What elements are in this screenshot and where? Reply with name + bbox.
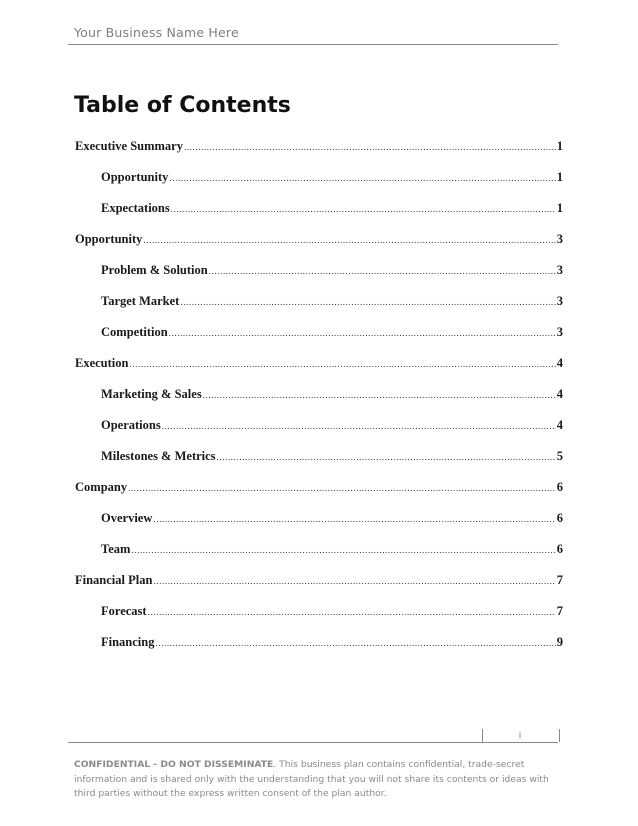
footer-divider [68, 742, 558, 743]
toc-entry-title: Financing [101, 635, 155, 649]
dot-leader [131, 545, 555, 555]
confidentiality-notice [74, 758, 564, 802]
toc-entry-title: Opportunity [101, 170, 169, 184]
toc-entry-title: Target Market [101, 294, 180, 308]
dot-leader [128, 483, 556, 493]
toc-entry-page: 6 [556, 542, 563, 556]
confidential-notice-text: . This business plan contains confidential, trade-secret information and is shared only with the understanding that you will not share its contents or ideas with third parties without the express written consent of the plan author. [74, 759, 549, 799]
toc-entry-title: Overview [101, 511, 153, 525]
toc-entry-title: Company [75, 480, 128, 494]
toc-entry-title: Team [101, 542, 131, 556]
toc-entry[interactable] [75, 573, 563, 604]
dot-leader [217, 452, 556, 462]
toc-entry-title: Operations [101, 418, 161, 432]
toc-entry[interactable] [75, 263, 563, 294]
toc-entry-page: 3 [556, 325, 563, 339]
toc-entry-page: 7 [556, 573, 563, 587]
toc-entry-page: 1 [556, 170, 563, 184]
toc-entry-page: 9 [556, 635, 563, 649]
page-number: i [518, 731, 522, 740]
header-divider [68, 44, 558, 45]
toc-entry[interactable] [75, 449, 563, 480]
toc-entry[interactable] [75, 294, 563, 325]
toc-entry-page: 3 [556, 263, 563, 277]
dot-leader [169, 173, 555, 183]
toc-entry[interactable] [75, 356, 563, 387]
toc-entry[interactable] [75, 542, 563, 573]
toc-entry-page: 6 [556, 480, 563, 494]
toc-entry-page: 1 [556, 139, 563, 153]
toc-entry[interactable] [75, 635, 563, 666]
toc-entry-page: 1 [556, 201, 563, 215]
toc-entry-title: Expectations [101, 201, 170, 215]
toc-entry-title: Execution [75, 356, 129, 370]
dot-leader [203, 390, 556, 400]
toc-entry[interactable] [75, 418, 563, 449]
toc-entry-page: 7 [556, 604, 563, 618]
toc-entry-title: Marketing & Sales [101, 387, 202, 401]
toc-entry-page: 4 [556, 356, 563, 370]
dot-leader [143, 235, 555, 245]
toc-entry-page: 6 [556, 511, 563, 525]
toc-entry[interactable] [75, 511, 563, 542]
dot-leader [171, 204, 556, 214]
toc-entry[interactable] [75, 325, 563, 356]
confidential-label: CONFIDENTIAL - DO NOT DISSEMINATE [74, 759, 274, 770]
dot-leader [180, 297, 555, 307]
toc-entry[interactable] [75, 604, 563, 635]
toc-entry-page: 5 [556, 449, 563, 463]
toc-entry-page: 3 [556, 232, 563, 246]
dot-leader [153, 514, 555, 524]
toc-entry[interactable] [75, 139, 563, 170]
toc-entry-title: Opportunity [75, 232, 143, 246]
dot-leader [169, 328, 556, 338]
toc-entry-title: Problem & Solution [101, 263, 208, 277]
toc-entry-page: 4 [556, 387, 563, 401]
toc-entry-title: Executive Summary [75, 139, 183, 153]
toc-entry-title: Milestones & Metrics [101, 449, 216, 463]
table-of-contents [75, 139, 563, 666]
toc-entry[interactable] [75, 170, 563, 201]
toc-entry[interactable] [75, 480, 563, 511]
dot-leader [156, 638, 556, 648]
toc-entry[interactable] [75, 387, 563, 418]
dot-leader [148, 607, 556, 617]
toc-entry-page: 3 [556, 294, 563, 308]
toc-entry-page: 4 [556, 418, 563, 432]
header-business-name: Your Business Name Here [74, 25, 239, 40]
dot-leader [184, 142, 556, 152]
dot-leader [162, 421, 556, 431]
toc-entry[interactable] [75, 201, 563, 232]
toc-entry-title: Financial Plan [75, 573, 153, 587]
dot-leader [153, 576, 555, 586]
page-title: Table of Contents [74, 93, 291, 118]
toc-entry[interactable] [75, 232, 563, 263]
toc-entry-title: Forecast [101, 604, 147, 618]
dot-leader [129, 359, 555, 369]
dot-leader [209, 266, 556, 276]
toc-entry-title: Competition [101, 325, 168, 339]
